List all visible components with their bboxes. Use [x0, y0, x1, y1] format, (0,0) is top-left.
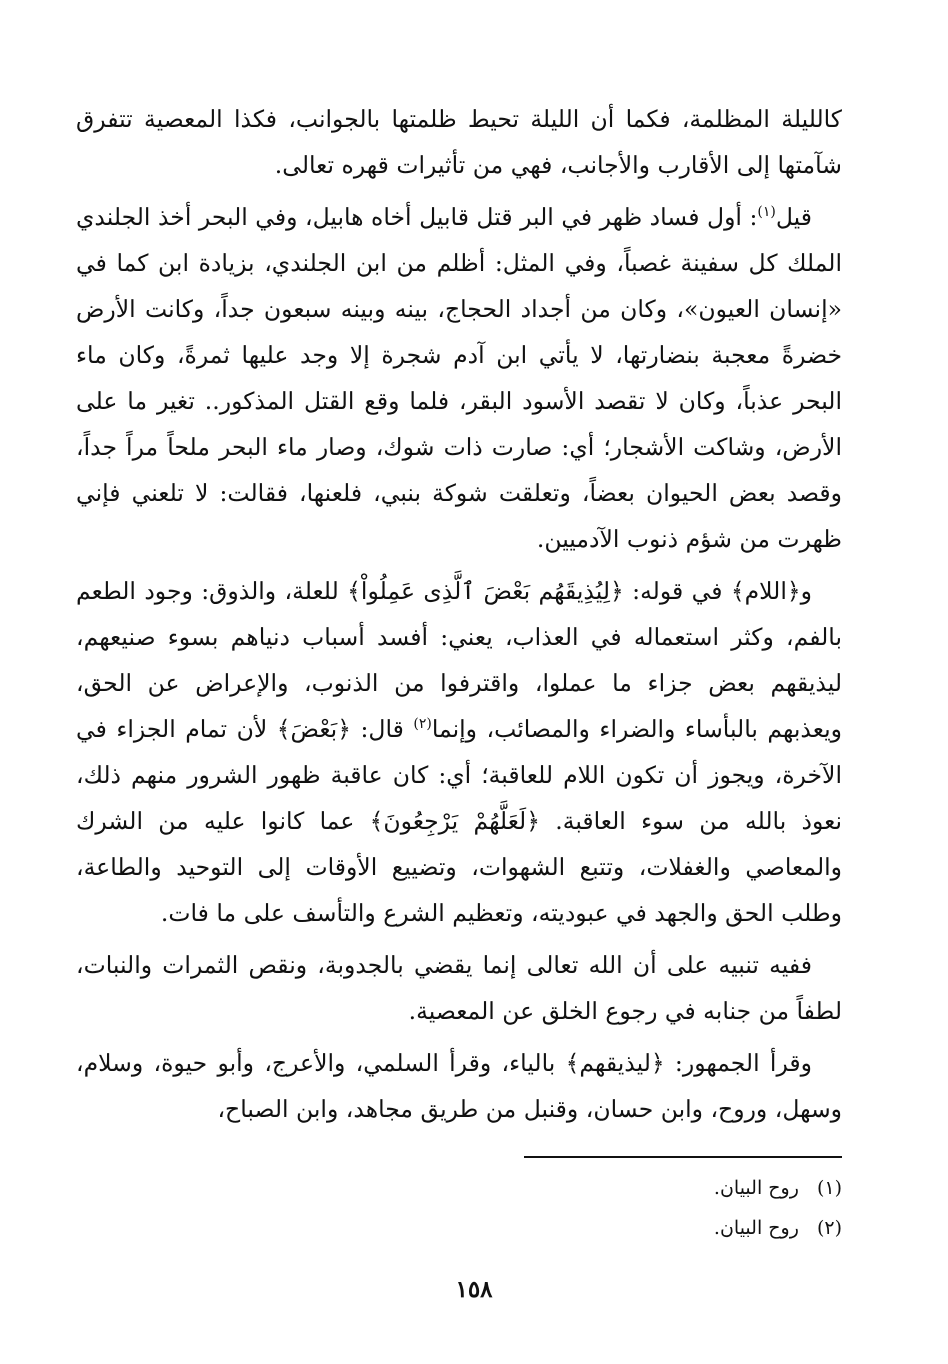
footnotes	[400, 1168, 842, 1248]
paragraph-text: و﴿اللام﴾ في قوله: ﴿لِيُذِيقَهُم بَعْضَ ٱلَّذِى عَمِلُواْ﴾ للعلة، والذوق: وجود الطعم بالفم، وكثر استعماله في العذاب، يعني: أفسد أسباب دنياهم بسوء صنيعهم، ليذيقهم بعض جزاء ما عملوا، واقترفوا من الذنوب، والإعراض عن الحق، ويعذبهم بالبأساء والضراء والمصائب، وإنما	[76, 577, 842, 743]
footnote-1-number: (١)	[816, 1177, 842, 1199]
paragraph-2	[76, 194, 842, 562]
footnote-1-text: روح البيان.	[713, 1177, 799, 1199]
paragraph-3	[76, 568, 842, 936]
paragraph-1	[76, 96, 842, 188]
paragraph-text: قيل	[775, 203, 812, 231]
footnote-2-text: روح البيان.	[713, 1217, 799, 1239]
paragraph-5	[76, 1040, 842, 1132]
footnote-1	[400, 1168, 842, 1208]
main-text	[76, 96, 842, 1138]
paragraph-text: قال: ﴿بَعْضَ﴾ لأن تمام الجزاء في الآخرة، ويجوز أن تكون اللام للعاقبة؛ أي: كان عاقبة ظهور الشرور منهم ذلك، نعوذ بالله من سوء العاقبة. ﴿لَعَلَّهُمْ يَرْجِعُونَ﴾ عما كانوا عليه من الشرك والمعاصي والغفلات، وتتبع الشهوات، وتضييع الأوقات إلى التوحيد والطاعة، وطلب الحق والجهد في عبوديته، وتعظيم الشرع والتأسف على ما فات.	[76, 715, 842, 927]
paragraph-text: ففيه تنبيه على أن الله تعالى إنما يقضي بالجدوبة، ونقص الثمرات والنبات، لطفاً من جنابه في رجوع الخلق عن المعصية.	[76, 951, 842, 1025]
page-number: ١٥٨	[455, 1276, 493, 1303]
paragraph-text: : أول فساد ظهر في البر قتل قابيل أخاه هابيل، وفي البحر أخذ الجلندي الملك كل سفينة غصباً، وفي المثل: أظلم من ابن الجلندي، بزيادة ابن كما في «إنسان العيون»، وكان من أجداد الحجاج، بينه وبينه سبعون جداً، وكانت الأرض خضرةً معجبة بنضارتها، لا يأتي ابن آدم شجرة إلا وجد عليها ثمرةً، وكان ماء البحر عذباً، وكان لا تقصد الأسود البقر، فلما وقع القتل المذكور.. تغير ما على الأرض، وشاكت الأشجار؛ أي: صارت ذات شوك، وصار ماء البحر ملحاً مراً جداً، وقصد بعض الحيوان بعضاً، وتعلقت شوكة بنبي، فلعنها، فقالت: لا تلعني فإني ظهرت من شؤم ذنوب الآدميين.	[76, 203, 842, 553]
footnote-2	[400, 1208, 842, 1248]
footnote-ref: (٢)	[413, 716, 432, 733]
footnote-ref: (١)	[757, 204, 776, 221]
paragraph-text: كالليلة المظلمة، فكما أن الليلة تحيط ظلمتها بالجوانب، فكذا المعصية تتفرق شآمتها إلى الأقارب والأجانب، فهي من تأثيرات قهره تعالى.	[76, 105, 842, 179]
footnote-2-number: (٢)	[816, 1217, 842, 1239]
paragraph-text: وقرأ الجمهور: ﴿ليذيقهم﴾ بالياء، وقرأ السلمي، والأعرج، وأبو حيوة، وسلام، وسهل، وروح، وابن حسان، وقنبل من طريق مجاهد، وابن الصباح،	[76, 1049, 842, 1123]
paragraph-4	[76, 942, 842, 1034]
footnote-separator	[524, 1156, 842, 1158]
